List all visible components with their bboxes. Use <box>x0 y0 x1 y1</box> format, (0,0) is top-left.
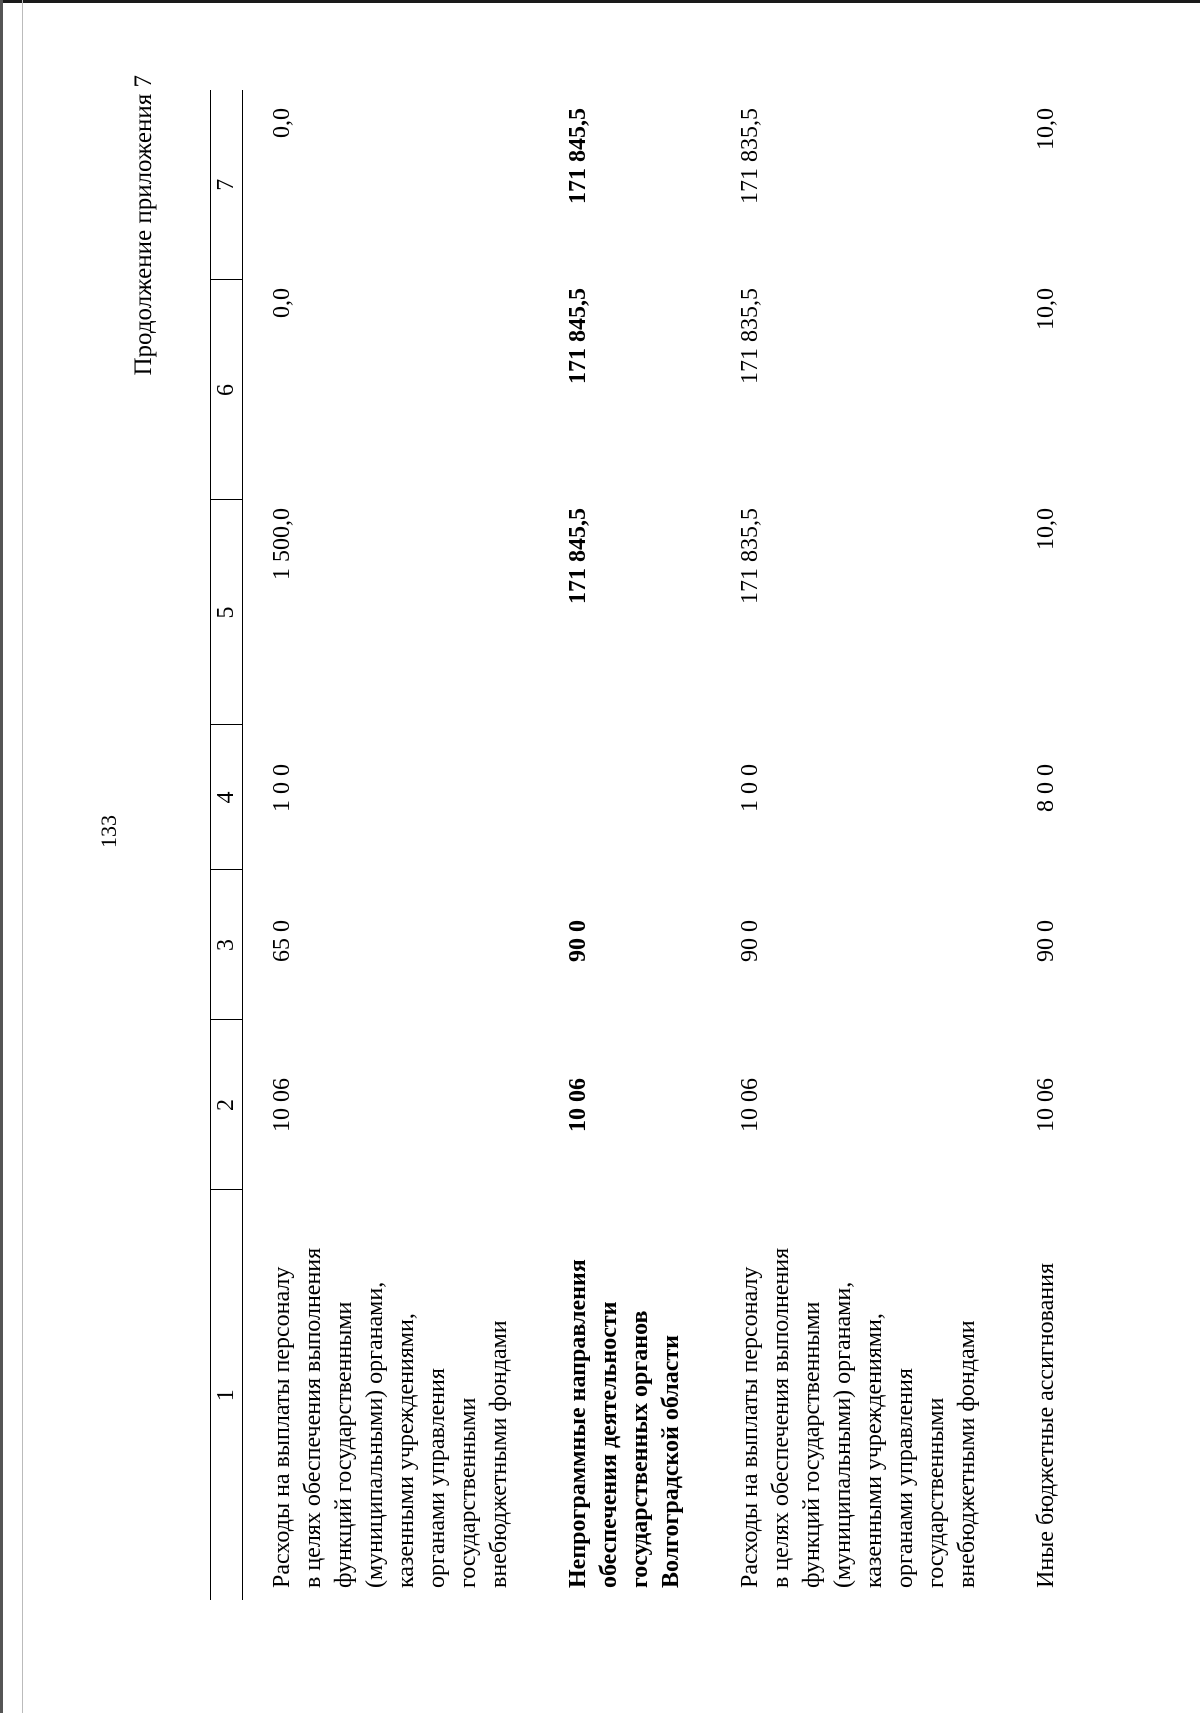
amount-col-7: 171 845,5 <box>565 108 591 204</box>
row-description <box>563 1190 735 1600</box>
amount-col-6: 171 835,5 <box>737 288 763 384</box>
budget-table <box>210 90 1062 1600</box>
continuation-header: Продолжение приложения 7 <box>130 75 157 376</box>
column-header: 6 <box>211 280 243 500</box>
description-line: Непрограммные направления <box>565 1259 591 1588</box>
amount-col-6: 10,0 <box>1033 288 1059 330</box>
description-line: органами управления <box>892 1368 918 1588</box>
column-header: 5 <box>211 500 243 725</box>
description-line: внебюджетными фондами <box>954 1320 980 1588</box>
description-line: казенными учреждениями, <box>393 1313 419 1588</box>
table-row <box>267 90 563 1600</box>
description-line: в целях обеспечения выполнения <box>768 1247 794 1588</box>
description-line: (муниципальными) органами, <box>830 1281 856 1588</box>
section-code: 10 06 <box>1033 1078 1059 1132</box>
description-line: государственными <box>923 1397 949 1588</box>
rotated-page-content <box>130 75 1059 1625</box>
expense-type-code: 1 0 0 <box>737 764 763 812</box>
row-description <box>1031 1190 1062 1600</box>
table-header-row <box>211 90 243 1600</box>
target-article-code: 90 0 <box>1033 920 1059 962</box>
scan-edge-shadow <box>22 0 23 1713</box>
expense-type-code <box>563 725 735 870</box>
column-header: 1 <box>211 1190 243 1600</box>
section-code: 10 06 <box>565 1078 591 1132</box>
amount-col-5: 171 845,5 <box>565 508 591 604</box>
target-article-code: 65 0 <box>269 920 295 962</box>
description-line: казенными учреждениями, <box>861 1313 887 1588</box>
amount-col-6: 171 845,5 <box>565 288 591 384</box>
amount-col-5: 1 500,0 <box>269 508 295 580</box>
table-row <box>563 90 735 1600</box>
page-number: 133 <box>96 815 121 848</box>
amount-col-7: 0,0 <box>269 108 295 138</box>
expense-type-code: 8 0 0 <box>1033 764 1059 812</box>
description-line: государственными <box>455 1397 481 1588</box>
amount-col-5: 10,0 <box>1033 508 1059 550</box>
amount-col-7: 10,0 <box>1033 108 1059 150</box>
amount-col-5: 171 835,5 <box>737 508 763 604</box>
description-line: внебюджетными фондами <box>486 1320 512 1588</box>
expense-type-code: 1 0 0 <box>269 764 295 812</box>
description-line: функций государственными <box>331 1301 357 1588</box>
amount-col-6: 0,0 <box>269 288 295 318</box>
description-line: Волгоградской области <box>658 1335 684 1588</box>
section-code: 10 06 <box>269 1078 295 1132</box>
description-line: государственных органов <box>627 1310 653 1588</box>
description-line: (муниципальными) органами, <box>362 1281 388 1588</box>
amount-col-7: 171 835,5 <box>737 108 763 204</box>
column-header: 7 <box>211 90 243 280</box>
scan-edge-top <box>0 0 1200 3</box>
table-row <box>1031 90 1062 1600</box>
row-description <box>267 1190 563 1600</box>
column-header: 2 <box>211 1020 243 1190</box>
description-line: обеспечения деятельности <box>596 1301 622 1588</box>
description-line: Иные бюджетные ассигнования <box>1033 1263 1059 1588</box>
description-line: органами управления <box>424 1368 450 1588</box>
column-header: 3 <box>211 870 243 1020</box>
target-article-code: 90 0 <box>565 920 591 962</box>
description-line: в целях обеспечения выполнения <box>300 1247 326 1588</box>
description-line: функций государственными <box>799 1301 825 1588</box>
target-article-code: 90 0 <box>737 920 763 962</box>
column-header: 4 <box>211 725 243 870</box>
description-line: Расходы на выплаты персоналу <box>269 1266 295 1588</box>
description-line: Расходы на выплаты персоналу <box>737 1266 763 1588</box>
row-description <box>735 1190 1031 1600</box>
section-code: 10 06 <box>737 1078 763 1132</box>
scan-edge-left <box>0 0 3 1713</box>
table-row <box>735 90 1031 1600</box>
